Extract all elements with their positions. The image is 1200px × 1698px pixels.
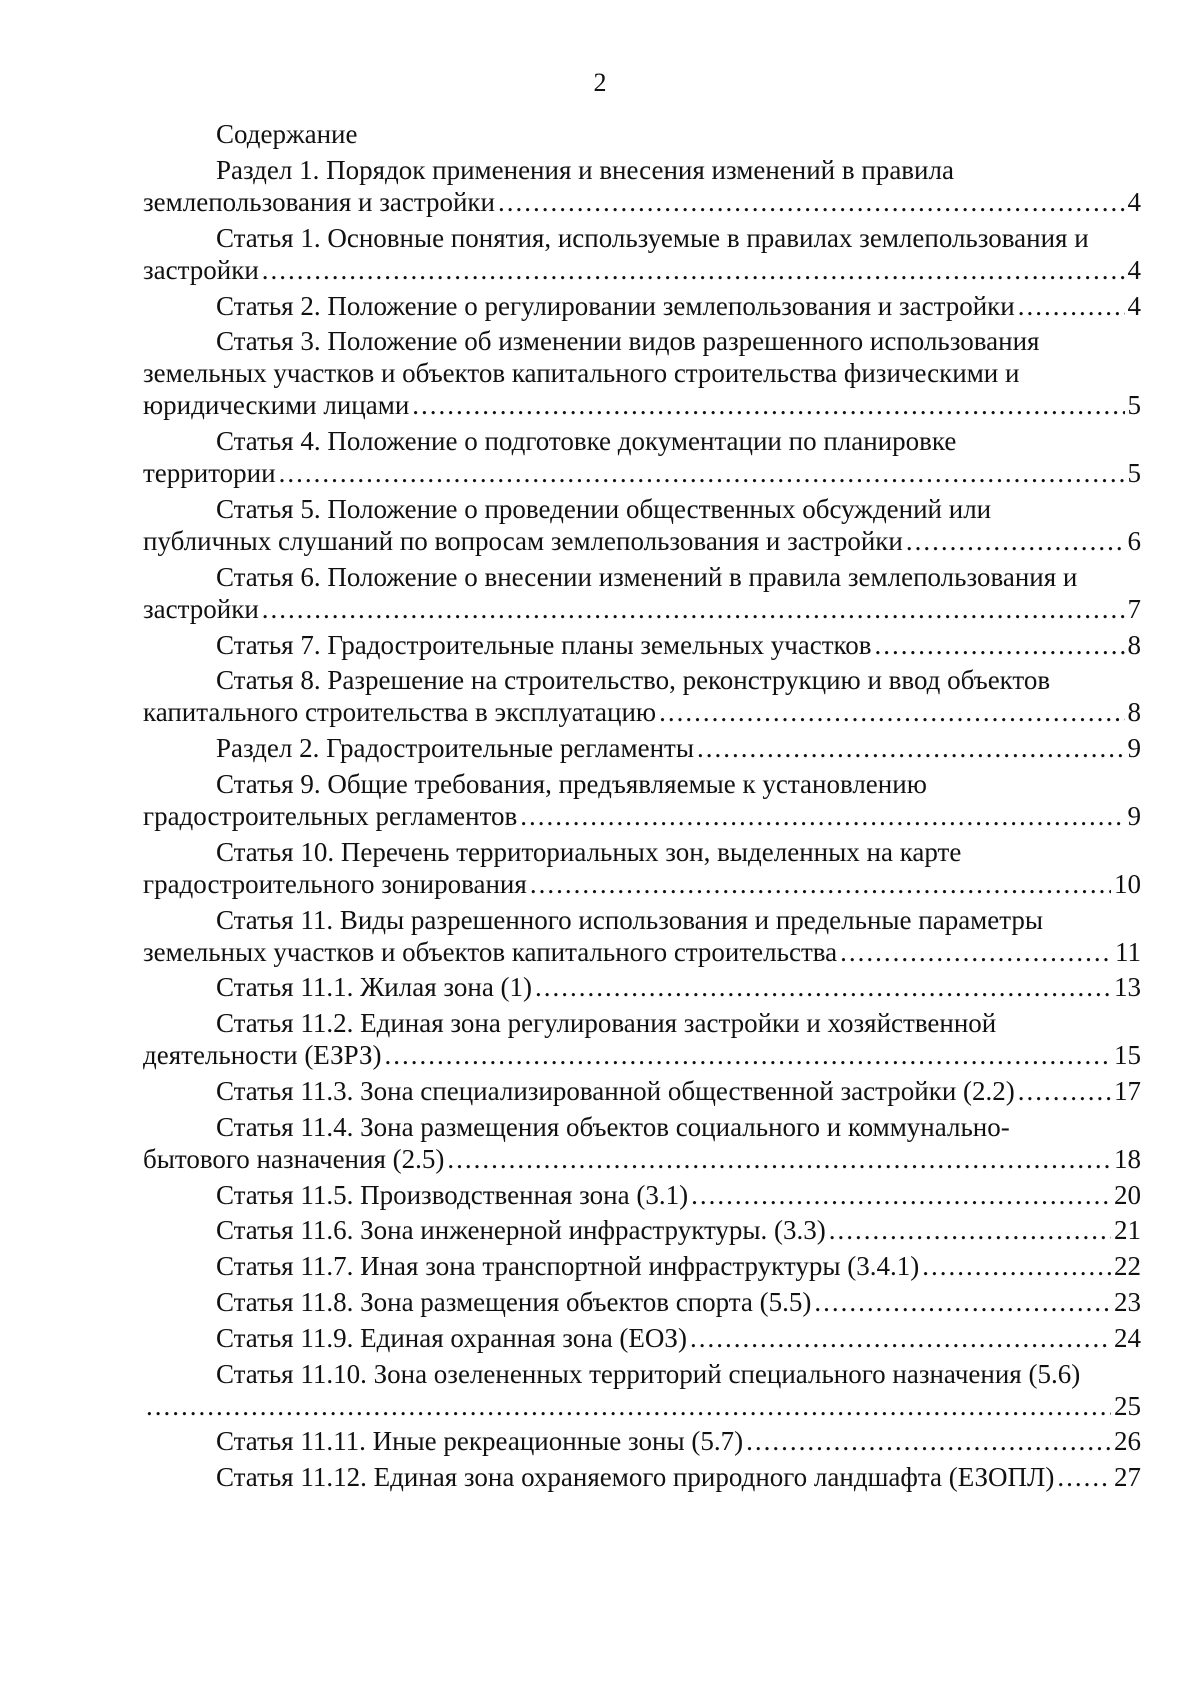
toc-entry-line xyxy=(143,186,1141,218)
toc-entry-heading: земельных участков и объектов капитального строительства физическими и xyxy=(143,358,1020,389)
toc-page-number: 10 xyxy=(1114,868,1141,899)
toc-entry-text: землепользования и застройки xyxy=(143,187,496,217)
dot-leader xyxy=(1018,1075,1111,1107)
toc-page-number: 15 xyxy=(1114,1040,1141,1071)
toc-list xyxy=(143,154,1141,1493)
toc-page-number: 17 xyxy=(1114,1075,1141,1106)
dot-leader xyxy=(1018,290,1125,322)
dot-leader xyxy=(829,1214,1111,1246)
toc-entry-line xyxy=(143,696,1141,728)
toc-entry-text: Статья 7. Градостроительные планы земельных участков xyxy=(216,629,872,660)
toc-entry[interactable] xyxy=(143,732,1141,764)
toc-page-number: 27 xyxy=(1114,1462,1141,1493)
toc-entry-text: застройки xyxy=(143,593,259,624)
toc-entry[interactable] xyxy=(143,561,1141,625)
dot-leader xyxy=(520,800,1124,832)
toc-page-number: 18 xyxy=(1114,1143,1141,1174)
toc-entry-heading: Статья 3. Положение об изменении видов разрешенного использования xyxy=(216,326,1040,357)
toc-entry-text: градостроительного зонирования xyxy=(143,868,527,899)
toc-entry-text: Статья 11.11. Иные рекреационные зоны (5.7) xyxy=(216,1426,744,1457)
toc-entry[interactable] xyxy=(143,664,1141,728)
toc-entry-line xyxy=(143,1390,1141,1422)
toc-entry-text: Статья 11.5. Производственная зона (3.1) xyxy=(216,1179,689,1210)
dot-leader xyxy=(385,1039,1111,1071)
toc-entry-line xyxy=(143,1143,1141,1175)
toc-page-number: 9 xyxy=(1127,733,1141,764)
toc-entry-line xyxy=(143,525,1141,557)
toc-title: Содержание xyxy=(216,119,358,149)
dot-leader xyxy=(262,593,1125,625)
toc-page-number: 25 xyxy=(1114,1390,1141,1421)
dot-leader xyxy=(691,1179,1111,1211)
toc-entry-heading: Статья 10. Перечень территориальных зон, выделенных на карте xyxy=(216,836,962,867)
toc-entry-heading: Статья 4. Положение о подготовке документации по планировке xyxy=(216,426,957,457)
toc-page-number: 5 xyxy=(1127,390,1141,421)
toc-page-number: 23 xyxy=(1114,1286,1141,1317)
toc-entry-text: застройки xyxy=(143,254,259,285)
toc-entry-heading: Статья 8. Разрешение на строительство, реконструкцию и ввод объектов xyxy=(216,665,1051,696)
toc-entry-text: земельных участков и объектов капитального строительства xyxy=(143,936,838,967)
toc-entry-line xyxy=(143,1425,1141,1457)
toc-page-number: 24 xyxy=(1114,1322,1141,1353)
toc-entry-line xyxy=(143,1250,1141,1282)
toc-entry[interactable] xyxy=(143,971,1141,1003)
toc-entry[interactable] xyxy=(143,768,1141,832)
toc-entry-line xyxy=(143,457,1141,489)
toc-page-number: 4 xyxy=(1127,254,1141,285)
toc-entry[interactable] xyxy=(143,1007,1141,1071)
dot-leader xyxy=(535,971,1111,1003)
toc-page-number: 9 xyxy=(1127,800,1141,831)
toc-entry[interactable] xyxy=(143,1322,1141,1354)
toc-entry-line xyxy=(143,1075,1141,1107)
dot-leader xyxy=(530,868,1111,900)
toc-entry-line xyxy=(143,971,1141,1003)
toc-entry-text: Статья 2. Положение о регулировании землепользования и застройки xyxy=(216,290,1015,321)
toc-page-number: 11 xyxy=(1115,936,1141,967)
toc-entry[interactable] xyxy=(143,290,1141,322)
toc-entry-line xyxy=(143,936,1141,968)
table-of-contents xyxy=(143,118,1141,1497)
toc-entry-heading: Статья 11.2. Единая зона регулирования застройки и хозяйственной xyxy=(216,1008,997,1039)
toc-page-number: 8 xyxy=(1127,629,1141,660)
toc-entry-text: деятельности (ЕЗРЗ) xyxy=(143,1040,382,1071)
toc-entry-text: юридическими лицами xyxy=(143,390,410,421)
toc-page-number: 6 xyxy=(1127,525,1141,556)
toc-entry[interactable] xyxy=(143,425,1141,489)
toc-page-number: 22 xyxy=(1114,1251,1141,1282)
toc-page-number: 26 xyxy=(1114,1426,1141,1457)
toc-page-number: 7 xyxy=(1127,593,1141,624)
dot-leader xyxy=(814,1286,1111,1318)
toc-entry[interactable] xyxy=(143,904,1141,968)
toc-entry-text: Статья 11.7. Иная зона транспортной инфраструктуры (3.4.1) xyxy=(216,1251,920,1282)
dot-leader xyxy=(906,525,1125,557)
toc-page-number: 4 xyxy=(1127,187,1141,217)
dot-leader xyxy=(447,1143,1111,1175)
toc-page-number: 8 xyxy=(1127,697,1141,728)
dot-leader xyxy=(875,629,1125,661)
dot-leader xyxy=(746,1425,1111,1457)
toc-entry-line xyxy=(143,1039,1141,1071)
toc-entry-line xyxy=(143,254,1141,286)
toc-entry-heading: Раздел 1. Порядок применения и внесения изменений в правила xyxy=(216,155,954,185)
toc-entry-text: Статья 11.9. Единая охранная зона (ЕОЗ) xyxy=(216,1322,687,1353)
toc-entry[interactable] xyxy=(143,1214,1141,1246)
toc-entry-line xyxy=(143,1461,1141,1493)
toc-entry-text: публичных слушаний по вопросам землепользования и застройки xyxy=(143,525,903,556)
toc-entry-heading: Статья 11.10. Зона озелененных территорий специального назначения (5.6) xyxy=(216,1358,1081,1389)
toc-entry-text: Раздел 2. Градостроительные регламенты xyxy=(216,733,694,764)
dot-leader xyxy=(697,732,1125,764)
dot-leader xyxy=(690,1322,1111,1354)
toc-entry-heading: Статья 5. Положение о проведении общественных обсуждений или xyxy=(216,493,992,524)
toc-entry-text: Статья 11.8. Зона размещения объектов спорта (5.5) xyxy=(216,1286,812,1317)
toc-entry[interactable] xyxy=(143,1358,1141,1422)
dot-leader xyxy=(262,254,1125,286)
toc-entry[interactable] xyxy=(143,493,1141,557)
toc-entry-text: Статья 11.12. Единая зона охраняемого природного ландшафта (ЕЗОПЛ) xyxy=(216,1462,1055,1493)
toc-entry[interactable] xyxy=(143,1111,1141,1175)
toc-entry-text: градостроительных регламентов xyxy=(143,800,518,831)
toc-entry[interactable] xyxy=(143,1425,1141,1457)
toc-entry[interactable] xyxy=(143,836,1141,900)
toc-entry[interactable] xyxy=(143,222,1141,286)
toc-entry[interactable] xyxy=(143,1250,1141,1282)
toc-entry-line xyxy=(143,1322,1141,1354)
toc-entry-line xyxy=(143,1179,1141,1211)
toc-entry-heading: Статья 6. Положение о внесении изменений в правила землепользования и xyxy=(216,561,1078,592)
toc-entry[interactable] xyxy=(143,1075,1141,1107)
dot-leader xyxy=(659,696,1124,728)
toc-entry-text: Статья 11.3. Зона специализированной общественной застройки (2.2) xyxy=(216,1075,1015,1106)
toc-page-number: 5 xyxy=(1127,458,1141,489)
toc-entry-text: Статья 11.1. Жилая зона (1) xyxy=(216,972,533,1003)
toc-entry-text: Статья 11.6. Зона инженерной инфраструктуры. (3.3) xyxy=(216,1215,826,1246)
toc-entry[interactable] xyxy=(143,1461,1141,1493)
page-number: 2 xyxy=(593,68,607,97)
toc-entry-line xyxy=(143,290,1141,322)
toc-entry-heading: Статья 1. Основные понятия, используемые в правилах землепользования и xyxy=(216,222,1089,253)
toc-page-number: 13 xyxy=(1114,972,1141,1003)
toc-page-number: 20 xyxy=(1114,1179,1141,1210)
toc-entry-line xyxy=(143,800,1141,832)
toc-entry-text: капитального строительства в эксплуатацию xyxy=(143,697,657,728)
toc-entry-text: бытового назначения (2.5) xyxy=(143,1143,445,1174)
toc-entry-line xyxy=(143,629,1141,661)
toc-entry-heading: Статья 11. Виды разрешенного использования и предельные параметры xyxy=(216,904,1044,935)
toc-page-number: 21 xyxy=(1114,1215,1141,1246)
toc-entry-line xyxy=(143,389,1141,421)
toc-entry-line xyxy=(143,593,1141,625)
dot-leader xyxy=(146,1390,1111,1422)
toc-entry-text: территории xyxy=(143,458,276,489)
dot-leader xyxy=(840,936,1112,968)
toc-entry[interactable] xyxy=(143,1179,1141,1211)
toc-entry[interactable] xyxy=(143,1286,1141,1318)
dot-leader xyxy=(922,1250,1111,1282)
dot-leader xyxy=(1057,1461,1111,1493)
toc-entry-line xyxy=(143,732,1141,764)
toc-entry-line xyxy=(143,1286,1141,1318)
toc-entry[interactable] xyxy=(143,154,1141,218)
dot-leader xyxy=(279,457,1125,489)
dot-leader xyxy=(498,186,1124,218)
toc-entry-line xyxy=(143,868,1141,900)
dot-leader xyxy=(412,389,1124,421)
toc-entry-line xyxy=(143,1214,1141,1246)
toc-entry-heading: Статья 9. Общие требования, предъявляемые к установлению xyxy=(216,768,927,799)
toc-entry[interactable] xyxy=(143,629,1141,661)
toc-entry[interactable] xyxy=(143,325,1141,421)
toc-entry-heading: Статья 11.4. Зона размещения объектов социального и коммунально- xyxy=(216,1111,1010,1142)
toc-page-number: 4 xyxy=(1127,290,1141,321)
